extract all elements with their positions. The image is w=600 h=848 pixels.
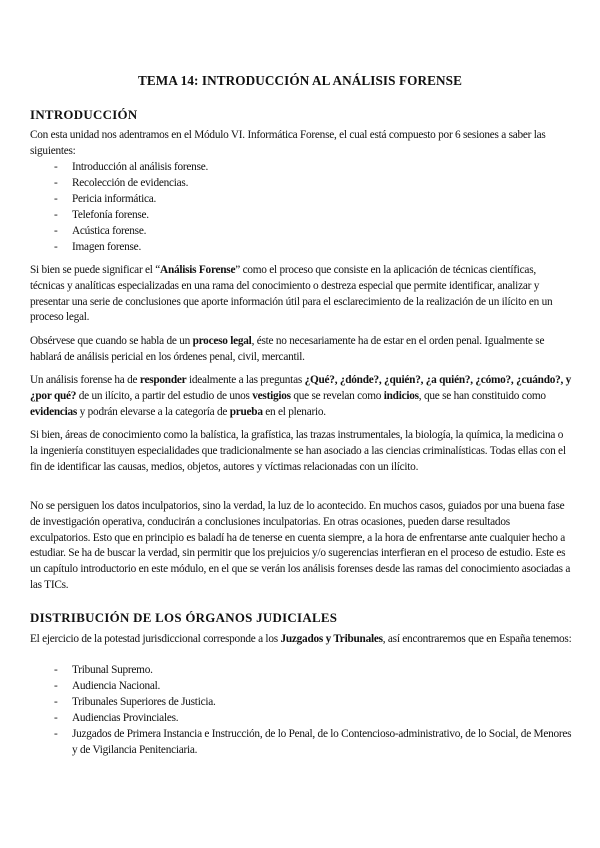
list-item — [30, 192, 572, 208]
dash-bullet: - — [54, 192, 58, 205]
verdad-paragraph: No se persiguen los datos inculpatorios, sino la verdad, la luz de lo acontecido. En muchos casos, guiados por una buena fase de investigación operativa, conducirán a conclusiones inculpatorias. En otras ocasiones, pueden darse resultados exculpatorios. Esto que en principio es baladí ha de tenerse en cuenta siempre, a la hora de enfrentarse ante cualquier hecho a estudiar. Se ha de buscar la verdad, sin permitir que los prejuicios y/o sugerencias interfieran en el proceso de estudio. Este es un capítulo introductorio en este módulo, en el que se verán los análisis forenses desde las ramas del conocimiento asociadas a las TICs. — [30, 500, 571, 591]
dash-bullet: - — [54, 695, 58, 708]
dash-bullet: - — [54, 664, 58, 676]
list-item-text: Audiencias Provinciales. — [72, 711, 179, 724]
list-item-text: Imagen forense. — [72, 240, 142, 253]
list-item-text: Acústica forense. — [72, 224, 147, 237]
list-item-text: Pericia informática. — [72, 192, 157, 205]
dash-bullet: - — [54, 176, 58, 189]
list-item — [30, 224, 572, 240]
list-item — [30, 679, 572, 695]
list-item — [30, 176, 572, 192]
term-analisis-forense: Análisis Forense — [160, 264, 236, 276]
term-prueba: prueba — [229, 405, 263, 418]
list-item-text: Tribunales Superiores de Justicia. — [72, 695, 216, 708]
list-item-text: Tribunal Supremo. — [72, 664, 153, 676]
analisis-forense-paragraph: Si bien se puede significar el “Análisis Forense” como el proceso que consiste en la aplicación de técnicas científicas, técnicas y analíticas especializadas en una rama del conocimiento o destreza especial que permite identificar, analizar y presentar una serie de conclusiones que aporte información útil para el esclarecimiento de la realización de un ilícito en un proceso legal. — [30, 264, 553, 324]
dash-bullet: - — [54, 240, 58, 253]
list-item-text: Introducción al análisis forense. — [72, 161, 209, 173]
term-preguntas: ¿Qué?, ¿dónde?, ¿quién?, ¿a quién?, ¿cómo?, ¿cuándo?, y ¿por qué? — [30, 374, 572, 402]
section-heading-organos-judiciales: DISTRIBUCIÓN DE LOS ÓRGANOS JUDICIALES — [30, 611, 338, 625]
term-indicios: indicios — [383, 389, 419, 402]
list-item — [30, 727, 572, 759]
dash-bullet: - — [54, 208, 58, 221]
list-item — [30, 208, 572, 224]
list-item — [30, 160, 572, 176]
preguntas-paragraph: Un análisis forense ha de responder idealmente a las preguntas ¿Qué?, ¿dónde?, ¿quién?, ¿a quién?, ¿cómo?, ¿cuándo?, y ¿por qué? de un ilícito, a partir del estudio de unos vestigios que se revelan como indicios, que se han constituido como evidencias y podrán elevarse a la categoría de prueba en el plenario. — [30, 374, 572, 418]
list-item — [30, 695, 572, 711]
list-item-text: Audiencia Nacional. — [72, 679, 161, 692]
list-item-text: Recolección de evidencias. — [72, 176, 189, 189]
page-title: TEMA 14: INTRODUCCIÓN AL ANÁLISIS FORENSE — [138, 73, 462, 88]
dash-bullet: - — [54, 711, 58, 724]
term-evidencias: evidencias — [30, 405, 78, 418]
dash-bullet: - — [54, 224, 58, 237]
list-item — [30, 240, 572, 256]
term-responder: responder — [139, 374, 187, 386]
list-item-text: Juzgados de Primera Instancia e Instrucción, de lo Penal, de lo Contencioso-administrativo, de lo Social, de Menores y de Vigilancia Penitenciaria. — [72, 727, 572, 756]
dash-bullet: - — [54, 161, 58, 173]
jurisdiccion-paragraph: El ejercicio de la potestad jurisdiccional corresponde a los Juzgados y Tribunales, así encontraremos que en España tenemos: — [30, 633, 572, 645]
intro-paragraph: Con esta unidad nos adentramos en el Módulo VI. Informática Forense, el cual está compuesto por 6 sesiones a saber las siguientes: — [30, 129, 546, 157]
dash-bullet: - — [54, 679, 58, 692]
proceso-legal-paragraph: Obsérvese que cuando se habla de un proceso legal, éste no necesariamente ha de estar en el orden penal. Igualmente se hablará de análisis pericial en los órdenes penal, civil, mercantil. — [30, 335, 545, 363]
term-proceso-legal: proceso legal — [192, 335, 252, 347]
courts-list — [30, 663, 572, 758]
term-juzgados-tribunales: Juzgados y Tribunales — [280, 633, 383, 645]
areas-conocimiento-paragraph: Si bien, áreas de conocimiento como la balística, la grafística, las trazas instrumentales, la biología, la química, la medicina o la ingeniería constituyen especialidades que tradicionalmente se han asociado a las ciencias criminalísticas. Todas ellas con el fin de identificar las causas, medios, objetos, autores y víctimas relacionadas con un ilícito. — [30, 429, 566, 473]
section-heading-introduccion: INTRODUCCIÓN — [30, 108, 138, 122]
term-vestigios: vestigios — [252, 389, 291, 402]
sessions-list — [30, 160, 572, 255]
dash-bullet: - — [54, 727, 58, 740]
list-item — [30, 663, 572, 679]
list-item — [30, 711, 572, 727]
list-item-text: Telefonía forense. — [72, 208, 149, 221]
